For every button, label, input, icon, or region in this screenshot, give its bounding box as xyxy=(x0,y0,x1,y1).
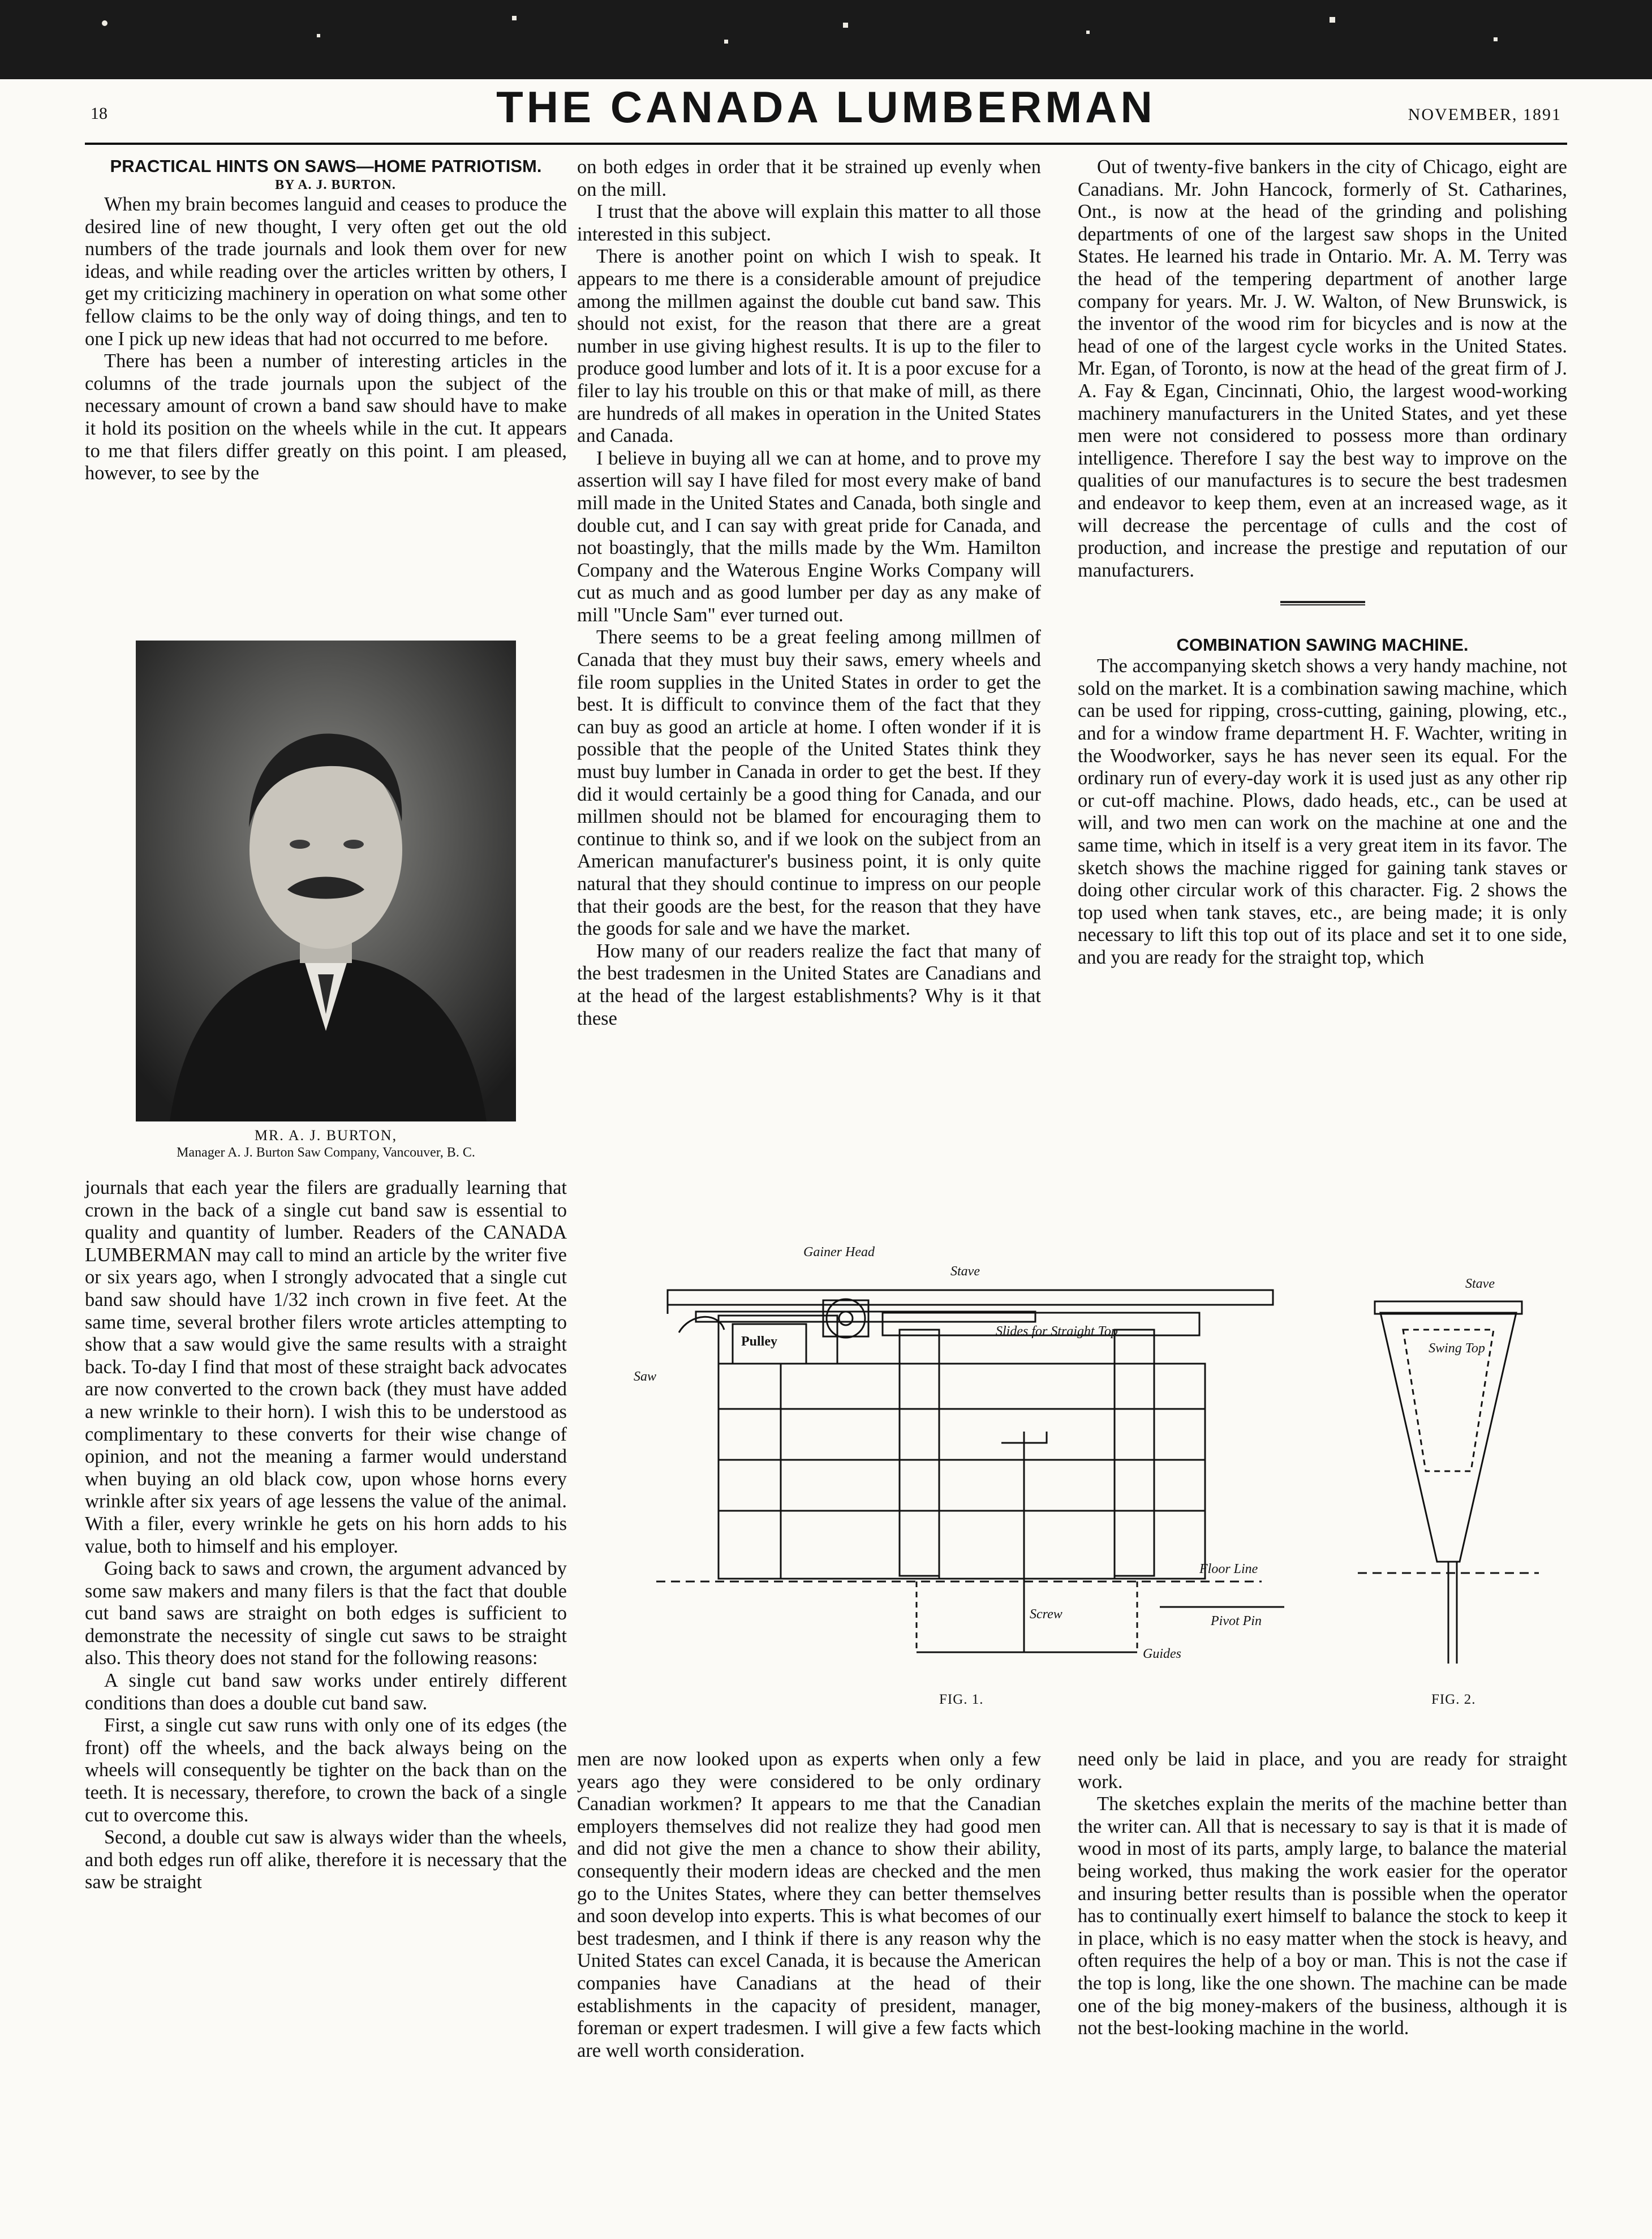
paragraph: Going back to saws and crown, the argument advanced by some saw makers and many filers is that the fact that double cut band saws are straight on both edges is sufficient to demonstrate the necessity of single cut saws to be straight also. This theory does not stand for the following reasons: xyxy=(85,1558,567,1669)
photo-caption xyxy=(85,1127,567,1161)
photo-caption-title: Manager A. J. Burton Saw Company, Vancouver, B. C. xyxy=(177,1145,475,1160)
column-3-lower xyxy=(1078,1748,1567,2040)
machine-drawing xyxy=(634,1245,1578,1675)
issue-date: NOVEMBER, 1891 xyxy=(1408,105,1561,124)
article-title: PRACTICAL HINTS ON SAWS—HOME PATRIOTISM. xyxy=(110,156,542,176)
paragraph: A single cut band saw works under entirely different conditions than does a double cut band saw. xyxy=(85,1670,567,1714)
paragraph: Out of twenty-five bankers in the city of Chicago, eight are Canadians. Mr. John Hancock, formerly of St. Catharines, Ont., is now at the head of the grinding and polishing departments of one of the largest saw shops in the United States. He learned his trade in Ontario. Mr. A. M. Terry was the head of the tempering department of another large company for years. Mr. J. W. Walton, of New Brunswick, is the inventor of the wood rim for bicycles and is now at the head of one of the largest cycle works in the United States. Mr. Egan, of Toronto, is now at the head of the great firm of J. A. Fay & Egan, Cincinnati, Ohio, the largest wood-working machinery manufacturers in the United States, and yet these men were not considered to possess more than ordinary intelligence. Therefore I say the best way to improve on the qualities of our manufactures is to secure the best tradesmen and endeavor to keep them, even at an increased wage, as it will decrease the percentage of culls and the cost of production, and increase the prestige and reputation of our manufacturers. xyxy=(1078,156,1567,581)
paragraph: There seems to be a great feeling among millmen of Canada that they must buy their saws, emery wheels and file room supplies in the United States in order to get the best. It is difficult to convince them of the fact that they can buy as good an article at home. I often wonder if it is possible that the people of the United States think they must buy lumber in Canada in order to get the best. If they did it would certainly be a good thing for Canada, and our millmen should not be blamed for encouraging them to continue to think so, and if we look on the subject from an American manufacturer's business point, it is only quite natural that they should continue to impress on our people that their goods are the best, for the reason that they have the goods for sale and we have the market. xyxy=(577,626,1041,940)
paragraph: on both edges in order that it be strained up evenly when on the mill. xyxy=(577,156,1041,200)
section-divider xyxy=(1280,601,1365,605)
paragraph: Second, a double cut saw is always wider than the wheels, and both edges run off alike, therefore it is necessary that the saw be straight xyxy=(85,1827,567,1893)
label-guides: Guides xyxy=(1143,1647,1181,1661)
label-swing-top: Swing Top xyxy=(1429,1341,1485,1356)
label-stave-fig2: Stave xyxy=(1465,1277,1495,1291)
column-3-upper xyxy=(1078,156,1567,969)
label-gainer-head: Gainer Head xyxy=(803,1245,875,1260)
paragraph: need only be laid in place, and you are ready for straight work. xyxy=(1078,1748,1567,1793)
label-slides: Slides for Straight Top xyxy=(996,1324,1118,1339)
paragraph: How many of our readers realize the fact that many of the best tradesmen in the United States are Canadians and at the head of the largest establishments? Why is it that these xyxy=(577,940,1041,1029)
paragraph: men are now looked upon as experts when only a few years ago they were considered to be only ordinary Canadian workmen? It appears to me that the Canadian employers themselves did not realize they had good men and did not give the men a chance to show their ability, consequently their modern ideas are checked and the men go to the Unites States, where they can better themselves and soon develop into experts. This is what becomes of our best tradesmen, and I think if there is any reason why the United States can excel Canada, it is because the American companies have Canadians at the head of their establishments in the capacity of president, manager, foreman or expert tradesmen. I will give a few facts which are well worth consideration. xyxy=(577,1748,1041,2061)
label-pivot-pin: Pivot Pin xyxy=(1211,1614,1262,1628)
photo-caption-name: MR. A. J. BURTON, xyxy=(254,1127,398,1144)
column-2-upper xyxy=(577,156,1041,1030)
paragraph: I believe in buying all we can at home, and to prove my assertion will say I have filed for most every make of band mill made in the United States and Canada, both single and double cut, and I can say with great pride for Canada, and not boastingly, that the mills made by the Wm. Hamilton Company and the Waterous Engine Works Company will cut as much and as good lumber per day as any make of mill "Uncle Sam" ever turned out. xyxy=(577,447,1041,626)
label-pulley: Pulley xyxy=(741,1334,777,1349)
paragraph: I trust that the above will explain this matter to all those interested in this subject. xyxy=(577,201,1041,245)
column-2-lower xyxy=(577,1748,1041,2062)
masthead: THE CANADA LUMBERMAN xyxy=(496,82,1156,132)
label-floor-line: Floor Line xyxy=(1199,1562,1258,1576)
portrait-photo xyxy=(136,641,516,1121)
machine-diagram xyxy=(634,1245,1578,1714)
page-number: 18 xyxy=(91,104,107,123)
paragraph: journals that each year the filers are gradually learning that crown in the back of a single cut band saw is essential to quality and quantity of lumber. Readers of the CANADA LUMBERMAN may call to mind an article by the writer five or six years ago, when I strongly advocated that a single cut band saw should have 1/32 inch crown in five feet. At the same time, several brother filers wrote articles attempting to show that a saw would give the same results with a straight back. To-day I find that most of these straight back advocates are now converted to the crown back (they must have added a new wrinkle to their horn). I wish this to be understood as complimentary to these converts for their wise change of opinion, and not the meaning a farmer would understand when buying an old black cow, upon whose horns every wrinkle after six years of age lessens the value of the animal. With a filer, every wrinkle he gets on his horn adds to his value, both to himself and his employer. xyxy=(85,1177,567,1557)
figure-1-caption: FIG. 1. xyxy=(939,1692,984,1707)
paragraph: The sketches explain the merits of the machine better than the writer can. All that is necessary to say is that it is made of wood in most of its parts, amply large, to balance the material being worked, thus making the work easier for the operator and insuring better results than is possible when the operator has to continually exert himself to balance the stock to keep it in place, which is no easy matter when the stock is heavy, and often requires the help of a boy or man. This is not the case if the top is long, like the one shown. The machine can be made one of the big money-makers of the business, although it is not the best-looking machine in the world. xyxy=(1078,1793,1567,2039)
label-stave: Stave xyxy=(950,1264,980,1279)
paragraph: First, a single cut saw runs with only one of its edges (the front) off the wheels, and the back always being on the wheels will consequently be tighter on the back than on the teeth. It is necessary, therefore, to crown the back of a single cut to overcome this. xyxy=(85,1714,567,1826)
label-saw: Saw xyxy=(634,1369,657,1384)
paragraph: The accompanying sketch shows a very handy machine, not sold on the market. It is a combination sawing machine, which can be used for ripping, cross-cutting, gaining, plowing, etc., and for a window frame department H. F. Wachter, writing in the Woodworker, says he has never seen its equal. For the ordinary run of every-day work it is used just as any other rip or cut-off machine. Plows, dado heads, etc., can be used at will, and two men can work on the machine at one and the same time, which in itself is a very great item in its favor. The sketch shows the machine rigged for gaining tank staves or doing other circular work of this character. Fig. 2 shows the top used when tank staves, etc., are being made; it is only necessary to lift this top out of its place and set it to one side, and you are ready for the straight top, which xyxy=(1078,655,1567,968)
column-1-lower xyxy=(85,1177,567,1894)
paragraph: There has been a number of interesting articles in the columns of the trade journals upon the subject of the necessary amount of crown a band saw should have to make it hold its position on the wheels while in the cut. It appears to me that filers differ greatly on this point. I am pleased, however, to see by the xyxy=(85,350,567,484)
header-rule xyxy=(85,143,1567,145)
column-1-upper xyxy=(85,156,567,485)
paragraph: When my brain becomes languid and ceases to produce the desired line of new thought, I very often get out the old numbers of the trade journals and look them over for new ideas, and while reading over the articles written by others, I get my criticizing machinery in operation on what some other fellow claims to be the only way of doing things, and ten to one I pick up new ideas that had not occurred to me before. xyxy=(85,194,567,350)
paragraph: There is another point on which I wish to speak. It appears to me there is a considerable amount of prejudice among the millmen against the double cut band saw. This should not exist, for the reason that there are a great number in use giving highest results. It is up to the filer to produce good lumber and lots of it. It is a poor excuse for a filer to lay his trouble on this or that make of mill, as there are hundreds of all makes in operation in the United States and Canada. xyxy=(577,246,1041,447)
label-screw: Screw xyxy=(1030,1607,1062,1622)
top-margin-band xyxy=(0,0,1652,79)
figure-2-caption: FIG. 2. xyxy=(1431,1692,1476,1707)
article-title: COMBINATION SAWING MACHINE. xyxy=(1176,635,1469,655)
byline: BY A. J. BURTON. xyxy=(275,178,396,192)
